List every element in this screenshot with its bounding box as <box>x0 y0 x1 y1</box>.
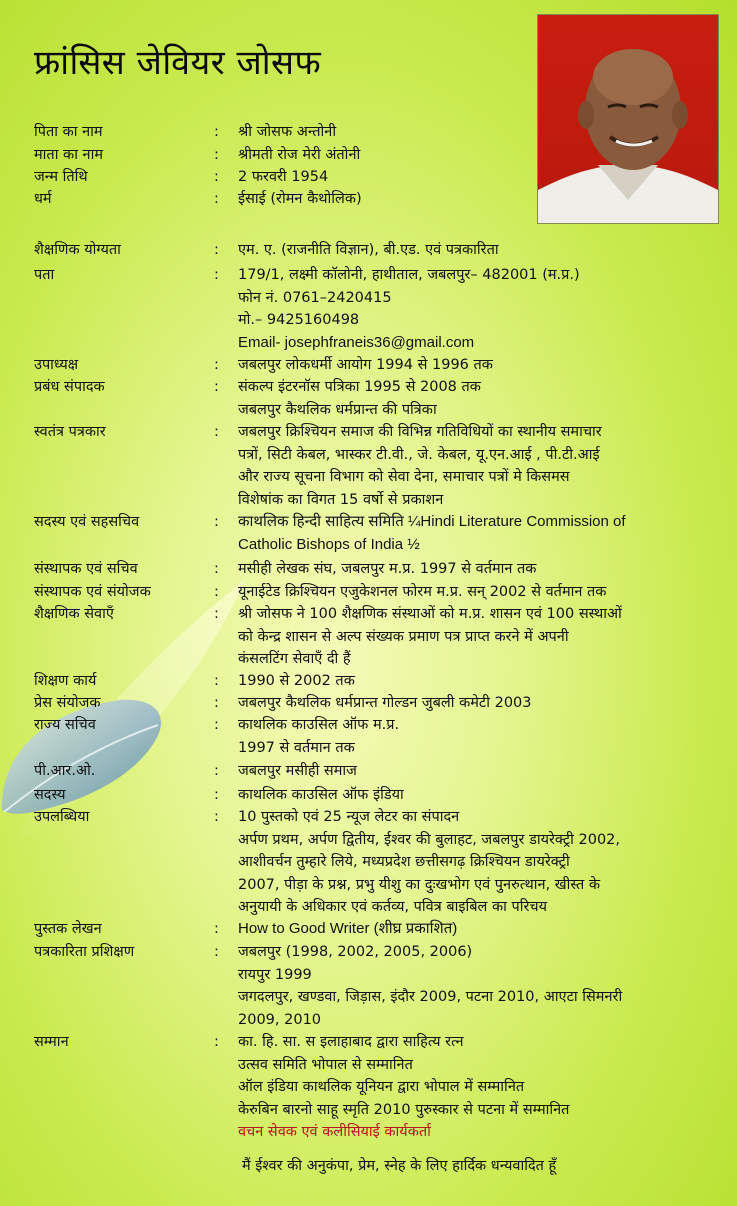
field-value-line: श्रीमती रोज मेरी अंतोनी <box>238 147 361 163</box>
field-value-line: 1997 से वर्तमान तक <box>238 739 355 756</box>
field-colon: : <box>214 673 219 689</box>
field-colon: : <box>214 606 219 622</box>
field-value-line: श्री जोसफ ने 100 शैक्षणिक संस्थाओं को म.प्र. शासन एवं 100 सस्थाओं <box>238 606 622 622</box>
field-value-line: ऑल इंडिया काथलिक यूनियन द्वारा भोपाल में सम्मानित <box>238 1079 525 1095</box>
field-label: सम्मान <box>34 1034 69 1050</box>
field-value-line: उत्सव समिति भोपाल से सम्मानित <box>238 1056 413 1073</box>
field-label: पिता का नाम <box>34 124 103 140</box>
field-value-line: ईसाई (रोमन कैथोलिक) <box>238 191 362 207</box>
field-value-line: का. हि. सा. स इलाहाबाद द्वारा साहित्य रत्न <box>238 1034 464 1050</box>
field-colon: : <box>214 379 219 395</box>
field-colon: : <box>214 147 219 163</box>
field-label: उपाध्यक्ष <box>34 357 79 373</box>
field-value-line: कंसलटिंग सेवाएँ दी हैं <box>238 651 351 667</box>
field-label: माता का नाम <box>34 147 104 163</box>
field-colon: : <box>214 809 219 825</box>
field-colon: : <box>214 944 219 960</box>
field-value-line: जबलपुर लोकधर्मी आयोग 1994 से 1996 तक <box>238 357 493 373</box>
field-colon: : <box>214 787 219 803</box>
field-colon: : <box>214 242 219 258</box>
field-label: सदस्य एवं सहसचिव <box>34 514 140 530</box>
field-colon: : <box>214 267 219 283</box>
field-label: पी.आर.ओ. <box>34 763 96 779</box>
field-label: जन्म तिथि <box>34 169 88 185</box>
field-value-line: जबलपुर कैथलिक धर्मप्रान्त गोल्डन जुबली कमेटी 2003 <box>238 695 532 711</box>
field-value-line: और राज्य सूचना विभाग को सेवा देना, समाचार पत्रों मे किसमस <box>238 469 570 485</box>
field-colon: : <box>214 584 219 600</box>
field-value-line: 2 फरवरी 1954 <box>238 169 329 185</box>
field-value-line: काथलिक हिन्दी साहित्य समिति ¼Hindi Literature Commission of <box>238 513 626 530</box>
field-label: प्रबंध संपादक <box>34 379 105 395</box>
field-value-line: मो.– 9425160498 <box>238 312 360 328</box>
field-value-line: संकल्प इंटरनॉस पत्रिका 1995 से 2008 तक <box>238 379 481 395</box>
field-value-line: Email- josephfraneis36@gmail.com <box>238 333 475 351</box>
field-value-line: अर्पण प्रथम, अर्पण द्वितीय, ईश्वर की बुलाहट, जबलपुर डायरेक्ट्री 2002, <box>238 831 621 848</box>
field-label: पत्रकारिता प्रशिक्षण <box>34 944 135 960</box>
field-value-line: Catholic Bishops of India ½ <box>238 535 420 553</box>
field-value-line: काथलिक काउसिल ऑफ इंडिया <box>238 787 404 803</box>
field-value-line: यूनाईटेड क्रिश्चियन एजुकेशनल फोरम म.प्र. सन् 2002 से वर्तमान तक <box>238 584 607 600</box>
field-label: संस्थापक एवं सचिव <box>34 561 138 577</box>
field-value-line: को केन्द्र शासन से अल्प संख्यक प्रमाण पत्र प्राप्त करने में अपनी <box>238 628 569 645</box>
field-colon: : <box>214 1034 219 1050</box>
field-value-line: विशेषांक का विगत 15 वर्षो से प्रकाशन <box>238 491 444 508</box>
field-label: प्रेस संयोजक <box>34 695 101 711</box>
field-value-line: 2007, पीड़ा के प्रश्न, प्रभु यीशु का दुःखभोग एवं पुनरुत्थान, खीस्त के <box>238 876 601 893</box>
page-title: फ्रांसिस जेवियर जोसफ <box>34 43 322 83</box>
field-value-line: जबलपुर क्रिश्चियन समाज की विभिन्न गतिविधियों का स्थानीय समाचार <box>238 424 602 440</box>
thanks-note: मैं ईश्वर की अनुकंपा, प्रेम, स्नेह के लिए हार्दिक धन्यवादित हूँ <box>242 1158 557 1174</box>
field-value-line: श्री जोसफ अन्तोनी <box>238 124 337 140</box>
field-colon: : <box>214 357 219 373</box>
field-label: शैक्षणिक योग्यता <box>34 242 121 258</box>
field-value-line: How to Good Writer (शीघ्र प्रकाशित) <box>238 920 458 937</box>
field-value-line: 1990 से 2002 तक <box>238 673 355 689</box>
field-value-line: 179/1, लक्ष्मी कॉलोनी, हाथीताल, जबलपुर– 482001 (म.प्र.) <box>238 267 580 283</box>
field-colon: : <box>214 424 219 440</box>
field-value-line: जबलपुर कैथलिक धर्मप्रान्त की पत्रिका <box>238 401 437 418</box>
field-label: राज्य सचिव <box>34 717 96 733</box>
field-value-line: जबलपुर मसीही समाज <box>238 763 357 779</box>
field-colon: : <box>214 921 219 937</box>
field-value-line: आशीवर्चन तुम्हारे लिये, मध्यप्रदेश छत्तीसगढ़ क्रिश्चियन डायरेक्ट्री <box>238 854 570 870</box>
field-colon: : <box>214 191 219 207</box>
field-label: पुस्तक लेखन <box>34 921 102 937</box>
field-label: सदस्य <box>34 787 66 803</box>
field-label: उपलब्धिया <box>34 809 90 825</box>
field-label: स्वतंत्र पत्रकार <box>34 424 106 440</box>
field-value-line: अनुयायी के अधिकार एवं कर्तव्य, पवित्र बाइबिल का परिचय <box>238 899 548 915</box>
field-colon: : <box>214 763 219 779</box>
field-value-line: काथलिक काउसिल ऑफ म.प्र. <box>238 717 400 733</box>
field-value-line: जबलपुर (1998, 2002, 2005, 2006) <box>238 944 473 960</box>
field-value-line: वचन सेवक एवं कलीसियाई कार्यकर्ता <box>238 1124 431 1140</box>
field-colon: : <box>214 169 219 185</box>
field-label: शैक्षणिक सेवाएँ <box>34 606 114 622</box>
field-colon: : <box>214 717 219 733</box>
field-value-line: मसीही लेखक संघ, जबलपुर म.प्र. 1997 से वर्तमान तक <box>238 561 537 577</box>
field-value-line: केरुबिन बारनो साहू स्मृति 2010 पुरुस्कार से पटना में सम्मानित <box>238 1101 570 1118</box>
field-label: धर्म <box>34 191 52 207</box>
field-colon: : <box>214 514 219 530</box>
field-value-line: फोन नं. 0761–2420415 <box>238 289 392 306</box>
field-value-line: 2009, 2010 <box>238 1011 322 1028</box>
field-label: पता <box>34 267 55 283</box>
field-colon: : <box>214 695 219 711</box>
field-colon: : <box>214 124 219 140</box>
field-colon: : <box>214 561 219 577</box>
field-value-line: जगदलपुर, खण्डवा, जिड़ास, इंदौर 2009, पटना 2010, आएटा सिमनरी <box>238 989 623 1005</box>
field-value-line: रायपुर 1999 <box>238 966 312 983</box>
field-value-line: 10 पुस्तको एवं 25 न्यूज लेटर का संपादन <box>238 809 460 825</box>
field-label: संस्थापक एवं संयोजक <box>34 584 151 600</box>
field-label: शिक्षण कार्य <box>34 673 97 689</box>
field-value-line: पत्रों, सिटी केबल, भास्कर टी.वी., जे. केबल, यू.एन.आई , पी.टी.आई <box>238 446 600 463</box>
field-value-line: एम. ए. (राजनीति विज्ञान), बी.एड. एवं पत्रकारिता <box>238 242 499 258</box>
